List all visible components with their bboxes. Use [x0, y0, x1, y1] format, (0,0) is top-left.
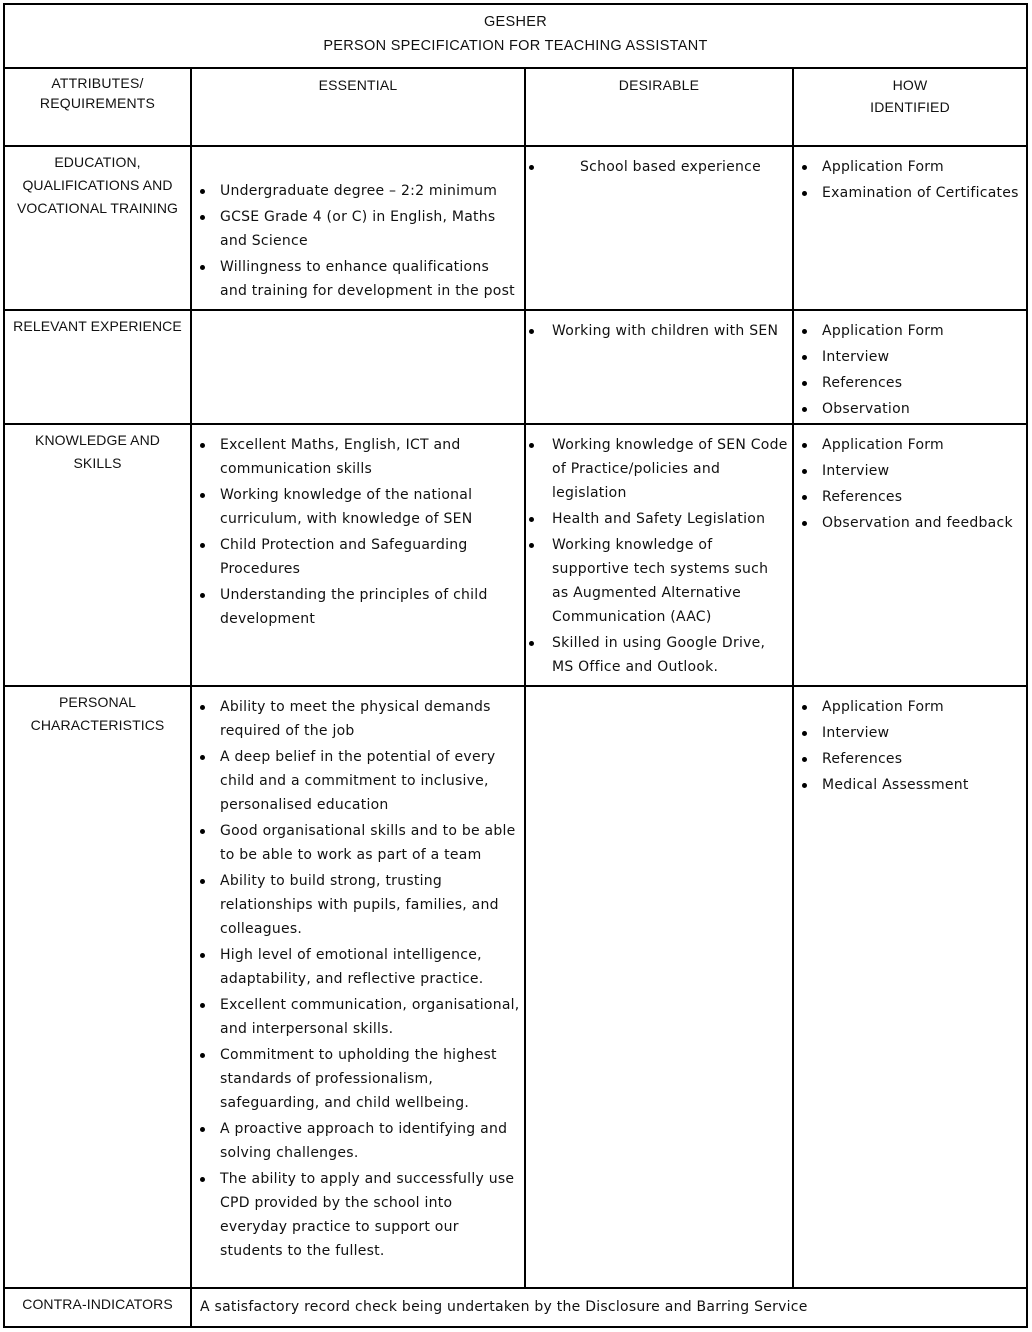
essential-cell: [192, 687, 526, 1287]
list-item: Application Form: [796, 695, 1022, 719]
list-item: Working knowledge of the national curriculum, with knowledge of SEN: [194, 483, 520, 531]
header-how-identified: HOW IDENTIFIED: [870, 77, 950, 115]
list-item: Observation: [796, 397, 1022, 421]
row-education: [5, 147, 1026, 311]
list-item: School based experience: [526, 155, 788, 179]
header-attributes: ATTRIBUTES/ REQUIREMENTS: [5, 67, 192, 145]
desirable-cell: [526, 147, 794, 309]
how-identified-cell: [794, 687, 1026, 1287]
desirable-cell: [526, 425, 794, 685]
list-item: Observation and feedback: [796, 511, 1022, 535]
list-item: Excellent Maths, English, ICT and communication skills: [194, 433, 520, 481]
list-item: Examination of Certificates: [796, 181, 1022, 205]
row-knowledge-and-skills: [5, 425, 1026, 687]
list-item: Ability to build strong, trusting relationships with pupils, families, and colleagues.: [194, 869, 520, 941]
list-item: Interview: [796, 459, 1022, 483]
list-item: The ability to apply and successfully use CPD provided by the school into everyday practice to support our students to the fullest.: [194, 1167, 520, 1263]
attribute-label: RELEVANT EXPERIENCE: [5, 311, 192, 423]
list-item: Interview: [796, 721, 1022, 745]
essential-cell: [192, 311, 526, 423]
list-item: References: [796, 371, 1022, 395]
person-specification-table: [3, 3, 1028, 1328]
list-item: Good organisational skills and to be able to be able to work as part of a team: [194, 819, 520, 867]
list-item: Working knowledge of supportive tech systems such as Augmented Alternative Communication (AAC): [526, 533, 788, 629]
list-item: References: [796, 747, 1022, 771]
list-item: High level of emotional intelligence, adaptability, and reflective practice.: [194, 943, 520, 991]
list-item: Application Form: [796, 319, 1022, 343]
contra-indicators-label: CONTRA-INDICATORS: [5, 1289, 192, 1326]
attribute-label: PERSONAL CHARACTERISTICS: [5, 687, 192, 1287]
list-item: Health and Safety Legislation: [526, 507, 788, 531]
document-title-block: [5, 5, 1026, 69]
list-item: Interview: [796, 345, 1022, 369]
list-item: Understanding the principles of child development: [194, 583, 520, 631]
contra-indicators-text: A satisfactory record check being undertaken by the Disclosure and Barring Service: [200, 1299, 808, 1315]
list-item: Working knowledge of SEN Code of Practice/policies and legislation: [526, 433, 788, 505]
list-item: Application Form: [796, 155, 1022, 179]
header-row: [5, 67, 1026, 147]
organisation-name: GESHER: [483, 14, 548, 30]
header-essential: ESSENTIAL: [192, 67, 526, 145]
list-item: Ability to meet the physical demands required of the job: [194, 695, 520, 743]
list-item: Skilled in using Google Drive, MS Office and Outlook.: [526, 631, 788, 679]
list-item: A deep belief in the potential of every child and a commitment to inclusive, personalised education: [194, 745, 520, 817]
list-item: GCSE Grade 4 (or C) in English, Maths and Science: [194, 205, 520, 253]
list-item: References: [796, 485, 1022, 509]
row-relevant-experience: [5, 311, 1026, 425]
how-identified-cell: [794, 311, 1026, 423]
desirable-cell: [526, 687, 794, 1287]
list-item: A proactive approach to identifying and solving challenges.: [194, 1117, 520, 1165]
list-item: Working with children with SEN: [526, 319, 788, 343]
list-item: Excellent communication, organisational, and interpersonal skills.: [194, 993, 520, 1041]
row-personal-characteristics: [5, 687, 1026, 1289]
list-item: Undergraduate degree – 2:2 minimum: [194, 179, 520, 203]
essential-cell: [192, 147, 526, 309]
row-contra-indicators: [5, 1289, 1026, 1326]
desirable-cell: [526, 311, 794, 423]
essential-cell: [192, 425, 526, 685]
list-item: Application Form: [796, 433, 1022, 457]
list-item: Child Protection and Safeguarding Procedures: [194, 533, 520, 581]
header-desirable: DESIRABLE: [526, 67, 794, 145]
attribute-label: KNOWLEDGE AND SKILLS: [5, 425, 192, 685]
how-identified-cell: [794, 425, 1026, 685]
list-item: Willingness to enhance qualifications and training for development in the post: [194, 255, 520, 303]
list-item: Medical Assessment: [796, 773, 1022, 797]
attribute-label: EDUCATION, QUALIFICATIONS AND VOCATIONAL TRAINING: [5, 147, 192, 309]
how-identified-cell: [794, 147, 1026, 309]
list-item: Commitment to upholding the highest standards of professionalism, safeguarding, and child wellbeing.: [194, 1043, 520, 1115]
document-title: PERSON SPECIFICATION FOR TEACHING ASSISTANT: [323, 38, 708, 54]
